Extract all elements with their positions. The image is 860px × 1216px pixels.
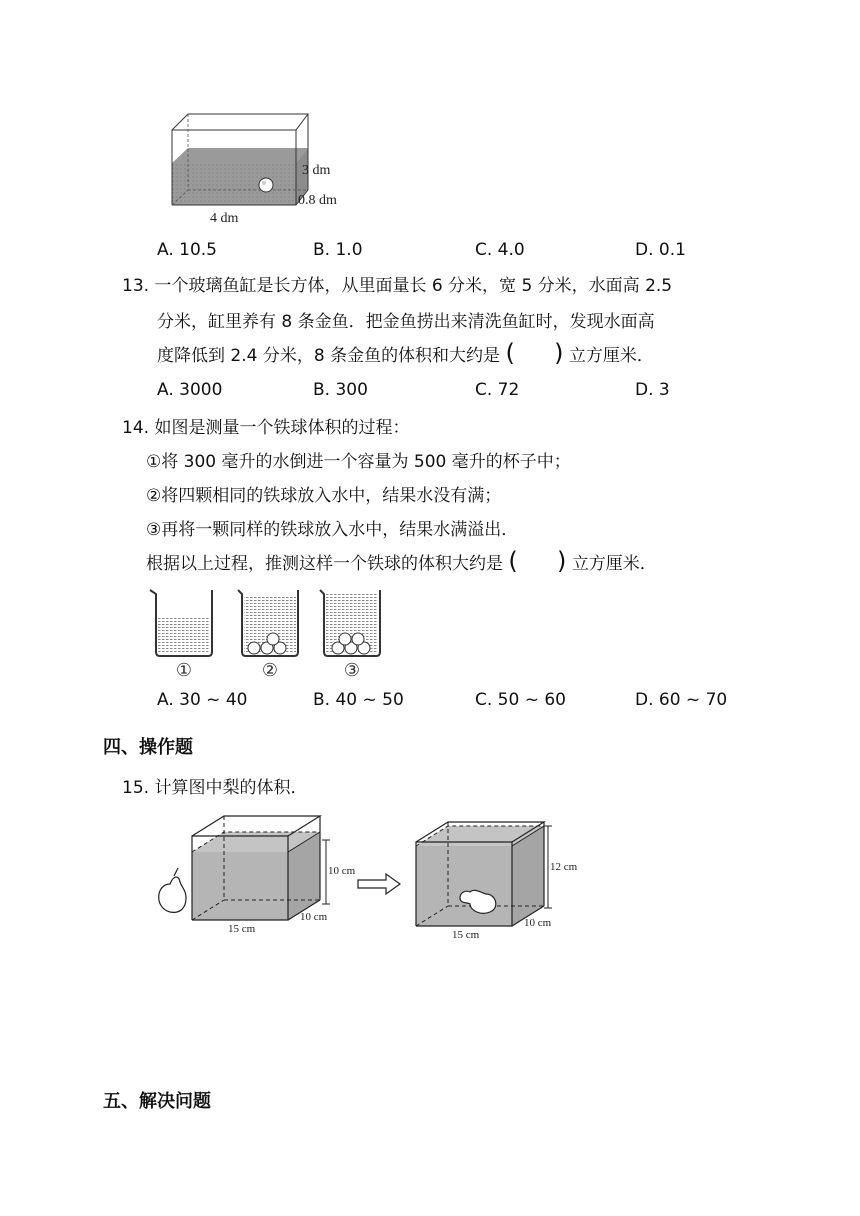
box1-length-label: 15 cm — [228, 923, 256, 935]
q14-step1: ①将 300 毫升的水倒进一个容量为 500 毫升的杯子中； — [146, 452, 571, 472]
q14-options — [157, 686, 757, 714]
q14-title: 14. 如图是测量一个铁球体积的过程： — [122, 418, 410, 438]
arrow-right-icon — [358, 874, 400, 894]
q13-unit: 立方厘米． — [568, 346, 654, 366]
box1-height-label: 10 cm — [328, 865, 356, 877]
option-a[interactable]: A. 3000 — [157, 380, 223, 400]
beaker-label-2: ② — [261, 660, 279, 680]
beaker-label-1: ① — [175, 660, 193, 680]
container-after — [416, 822, 552, 926]
option-c[interactable]: C. 4.0 — [475, 240, 525, 260]
pear-volume-figure — [150, 814, 590, 942]
tank-width-label: 0.8 dm — [298, 193, 337, 208]
beaker-1 — [150, 590, 212, 656]
q14-step2: ②将四颗相同的铁球放入水中，结果水没有满； — [146, 486, 502, 506]
q13-line3 — [157, 342, 654, 370]
tank-height-label: 3 dm — [302, 163, 331, 178]
box1-width-label: 10 cm — [300, 911, 328, 923]
beakers-figure — [146, 584, 386, 680]
section-heading-4: 四、操作题 — [103, 737, 193, 758]
box2-height-label: 12 cm — [550, 861, 578, 873]
answer-blank[interactable] — [505, 342, 563, 370]
option-b[interactable]: B. 300 — [313, 380, 368, 400]
q13-line2: 分米，缸里养有 8 条金鱼．把金鱼捞出来清洗鱼缸时，发现水面高 — [157, 312, 655, 332]
beaker-2 — [238, 590, 298, 656]
option-d[interactable]: D. 3 — [635, 380, 670, 400]
q13-line3-text: 度降低到 2.4 分米，8 条金鱼的体积和大约是 — [157, 346, 501, 366]
beaker-label-3: ③ — [343, 660, 361, 680]
option-d[interactable]: D. 60 ~ 70 — [635, 690, 728, 710]
beaker-3 — [320, 590, 380, 656]
container-before — [192, 816, 330, 920]
q14-unit: 立方厘米． — [571, 554, 657, 574]
box2-length-label: 15 cm — [452, 929, 480, 941]
section-heading-5: 五、解决问题 — [103, 1091, 211, 1112]
q14-ask-text: 根据以上过程，推测这样一个铁球的体积大约是 — [146, 554, 503, 574]
option-a[interactable]: A. 30 ~ 40 — [157, 690, 248, 710]
tank-length-label: 4 dm — [210, 211, 239, 226]
option-b[interactable]: B. 40 ~ 50 — [313, 690, 404, 710]
tank-figure — [160, 108, 360, 226]
q14-step3: ③再将一颗同样的铁球放入水中，结果水满溢出． — [146, 520, 519, 540]
answer-blank[interactable] — [508, 550, 566, 578]
option-b[interactable]: B. 1.0 — [313, 240, 363, 260]
option-c[interactable]: C. 50 ~ 60 — [475, 690, 566, 710]
q15-text: 15. 计算图中梨的体积． — [122, 778, 308, 798]
q12-options — [157, 236, 717, 264]
box2-width-label: 10 cm — [524, 917, 552, 929]
option-a[interactable]: A. 10.5 — [157, 240, 217, 260]
option-d[interactable]: D. 0.1 — [635, 240, 686, 260]
q13-line1: 13. 一个玻璃鱼缸是长方体，从里面量长 6 分米，宽 5 分米，水面高 2.5 — [122, 276, 673, 296]
pear-icon — [159, 868, 186, 912]
q13-options — [157, 376, 717, 404]
option-c[interactable]: C. 72 — [475, 380, 520, 400]
q14-ask — [146, 550, 657, 578]
